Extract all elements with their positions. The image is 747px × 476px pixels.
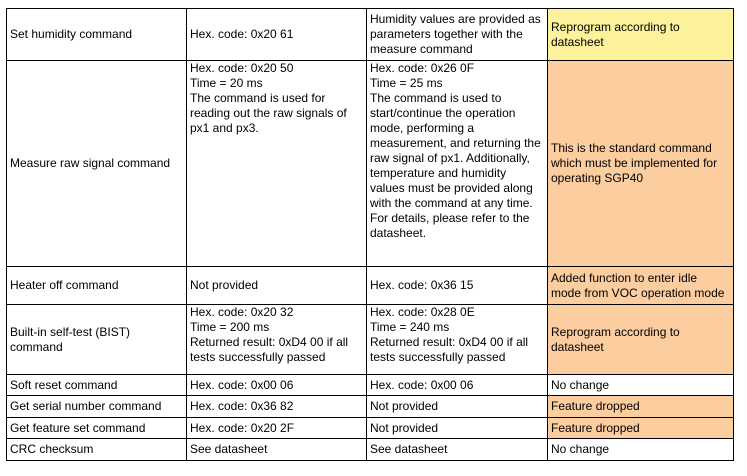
sgp40-cell xyxy=(367,267,548,305)
sgp40-cell xyxy=(367,375,548,396)
sgp40-cell xyxy=(367,61,548,267)
migration-note-cell: No change xyxy=(548,375,734,396)
command-comparison-table xyxy=(6,8,734,461)
cell-line: Not provided xyxy=(370,420,439,435)
cell-line: Hex. code: 0x00 06 xyxy=(190,377,294,392)
sgp30-cell xyxy=(187,305,367,375)
sgp30-cell xyxy=(187,61,367,267)
cell-line: Hex. code: 0x26 0F xyxy=(370,61,475,75)
table-row xyxy=(7,305,734,375)
migration-note-cell: Reprogram according to datasheet xyxy=(548,9,734,61)
cell-line: The command is used for reading out the raw signals of px1 and px3. xyxy=(190,91,347,135)
command-name-cell: Set humidity command xyxy=(7,9,187,61)
cell-line: Hex. code: 0x00 06 xyxy=(370,377,474,392)
sgp30-cell xyxy=(187,396,367,418)
cell-line: Hex. code: 0x20 2F xyxy=(190,420,295,435)
cell-line: Hex. code: 0x20 32 xyxy=(190,305,294,319)
cell-line: Time = 25 ms xyxy=(370,76,443,90)
cell-line: Time = 20 ms xyxy=(190,76,263,90)
sgp40-cell xyxy=(367,396,548,418)
migration-note-cell: No change xyxy=(548,439,734,461)
cell-line: Hex. code: 0x28 0E xyxy=(370,305,475,319)
cell-line: Hex. code: 0x36 15 xyxy=(370,278,474,292)
command-name-cell: Get serial number command xyxy=(7,396,187,418)
cell-line: Not provided xyxy=(190,278,259,292)
migration-note-cell: This is the standard command which must be implemented for operating SGP40 xyxy=(548,61,734,267)
cell-line: The command is used to start/continue the operation mode, performing a measurement, and returning the raw signal of px1. Additionally, temperature and humidity values must be provided along with the command at any time. For details, please refer to the datasheet. xyxy=(370,91,541,240)
cell-line: See datasheet xyxy=(190,442,268,456)
command-name-cell: CRC checksum xyxy=(7,439,187,461)
table-row xyxy=(7,61,734,267)
sgp30-cell xyxy=(187,267,367,305)
sgp30-cell xyxy=(187,418,367,439)
cell-line: Hex. code: 0x20 61 xyxy=(190,27,294,41)
migration-note-cell: Reprogram according to datasheet xyxy=(548,305,734,375)
cell-line: Time = 240 ms xyxy=(370,320,450,334)
command-name-cell: Measure raw signal command xyxy=(7,61,187,267)
table-row xyxy=(7,267,734,305)
cell-line: Hex. code: 0x20 50 xyxy=(190,61,294,75)
sgp30-cell xyxy=(187,439,367,461)
cell-line: Returned result: 0xD4 00 if all tests successfully passed xyxy=(190,335,349,364)
command-name-cell: Built-in self-test (BIST) command xyxy=(7,305,187,375)
sgp30-cell xyxy=(187,9,367,61)
sgp40-cell xyxy=(367,439,548,461)
cell-line: See datasheet xyxy=(370,442,448,456)
migration-note-cell: Feature dropped xyxy=(548,396,734,418)
sgp30-cell xyxy=(187,375,367,396)
cell-line: Not provided xyxy=(370,399,439,413)
command-name-cell: Soft reset command xyxy=(7,375,187,396)
migration-note-cell: Added function to enter idle mode from VOC operation mode xyxy=(548,267,734,305)
sgp40-cell xyxy=(367,305,548,375)
table-row xyxy=(7,9,734,61)
table-row xyxy=(7,375,734,396)
cell-line: Humidity values are provided as parameters together with the measure command xyxy=(370,12,541,56)
command-name-cell: Heater off command xyxy=(7,267,187,305)
command-name-cell: Get feature set command xyxy=(7,418,187,439)
migration-note-cell: Feature dropped xyxy=(548,418,734,439)
table-row xyxy=(7,439,734,461)
sgp40-cell xyxy=(367,9,548,61)
table-row xyxy=(7,418,734,439)
cell-line: Returned result: 0xD4 00 if all tests successfully passed xyxy=(370,335,529,364)
cell-line: Time = 200 ms xyxy=(190,320,270,334)
table-row xyxy=(7,396,734,418)
cell-line: Hex. code: 0x36 82 xyxy=(190,399,294,413)
sgp40-cell xyxy=(367,418,548,439)
